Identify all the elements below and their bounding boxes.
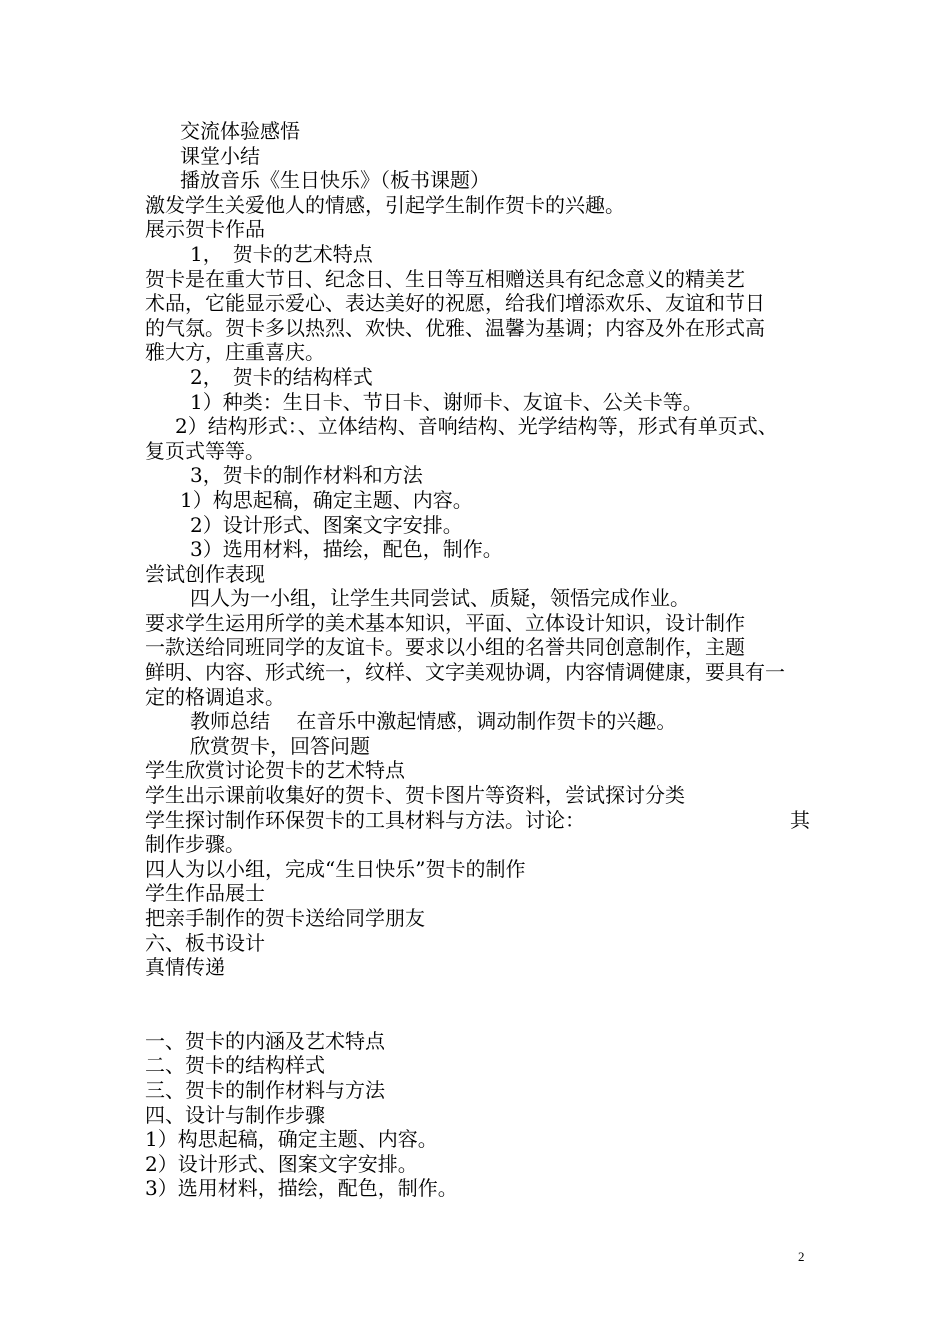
body-text — [145, 119, 810, 1201]
text-line: 展示贺卡作品 — [145, 217, 265, 242]
text-line: 六、板书设计 — [145, 930, 265, 955]
text-line: 四人为一小组，让学生共同尝试、质疑，领悟完成作业。 — [190, 586, 690, 611]
text-line: 复页式等等。 — [145, 438, 265, 463]
text-line: 雅大方，庄重喜庆。 — [145, 340, 325, 365]
text-line: 教师总结 在音乐中激起情感，调动制作贺卡的兴趣。 — [190, 709, 677, 734]
text-line: 播放音乐《生日快乐》（板书课题） — [180, 168, 490, 193]
text-line: 四人为以小组，完成“生日快乐”贺卡的制作 — [145, 856, 526, 881]
text-line: 一款送给同班同学的友谊卡。要求以小组的名誉共同创意制作，主题 — [145, 635, 745, 660]
text-line: 尝试创作表现 — [145, 561, 265, 586]
text-line: 课堂小结 — [180, 143, 260, 168]
section-heading: 3，贺卡的制作材料和方法 — [190, 463, 423, 488]
outline-item: 三、贺卡的制作材料与方法 — [145, 1077, 385, 1102]
text-line: 3）选用材料，描绘，配色，制作。 — [190, 537, 503, 562]
section-heading: 1， 贺卡的艺术特点 — [190, 241, 373, 266]
text-line: 1）构思起稿，确定主题、内容。 — [180, 487, 473, 512]
text-line: 激发学生关爱他人的情感，引起学生制作贺卡的兴趣。 — [145, 192, 625, 217]
text-line: 学生欣赏讨论贺卡的艺术特点 — [145, 758, 405, 783]
blank-space — [145, 980, 810, 1029]
text-line: 欣赏贺卡，回答问题 — [190, 733, 370, 758]
text-line: 2）结构形式：、立体结构、音响结构、光学结构等，形式有单页式、 — [175, 414, 778, 439]
text-line: 学生作品展士 — [145, 881, 265, 906]
outline-item: 1）构思起稿，确定主题、内容。 — [145, 1127, 438, 1152]
section-heading: 2， 贺卡的结构样式 — [190, 364, 373, 389]
text-line: 把亲手制作的贺卡送给同学朋友 — [145, 906, 425, 930]
text-line: 术品，它能显示爱心、表达美好的祝愿，给我们增添欢乐、友谊和节日 — [145, 291, 765, 316]
text-line: 学生出示课前收集好的贺卡、贺卡图片等资料，尝试探讨分类 — [145, 783, 685, 808]
text-line: 1）种类：生日卡、节日卡、谢师卡、友谊卡、公关卡等。 — [190, 389, 703, 414]
text-line: 的气氛。贺卡多以热烈、欢快、优雅、温馨为基调；内容及外在形式高 — [145, 315, 765, 340]
text-line: 制作步骤。 — [145, 832, 245, 857]
outline-item: 四、设计与制作步骤 — [145, 1102, 325, 1127]
outline-item: 二、贺卡的结构样式 — [145, 1053, 325, 1078]
outline-item: 2）设计形式、图案文字安排。 — [145, 1151, 418, 1176]
text-line-left: 学生探讨制作环保贺卡的工具材料与方法。讨论： — [145, 807, 585, 832]
outline-item: 一、贺卡的内涵及艺术特点 — [145, 1028, 385, 1053]
text-line: 真情传递 — [145, 955, 225, 980]
text-line: 鲜明、内容、形式统一，纹样、文字美观协调，内容情调健康，要具有一 — [145, 660, 785, 685]
text-line: 2）设计形式、图案文字安排。 — [190, 512, 463, 537]
text-line-right: 其 — [790, 807, 810, 832]
text-line: 要求学生运用所学的美术基本知识，平面、立体设计知识，设计制作 — [145, 610, 745, 635]
outline-item: 3）选用材料，描绘，配色，制作。 — [145, 1176, 458, 1201]
text-line: 交流体验感悟 — [180, 119, 300, 143]
text-line — [145, 808, 810, 833]
text-line: 定的格调追求。 — [145, 684, 285, 709]
page-number: 2 — [798, 1249, 805, 1264]
text-line: 贺卡是在重大节日、纪念日、生日等互相赠送具有纪念意义的精美艺 — [145, 266, 745, 291]
